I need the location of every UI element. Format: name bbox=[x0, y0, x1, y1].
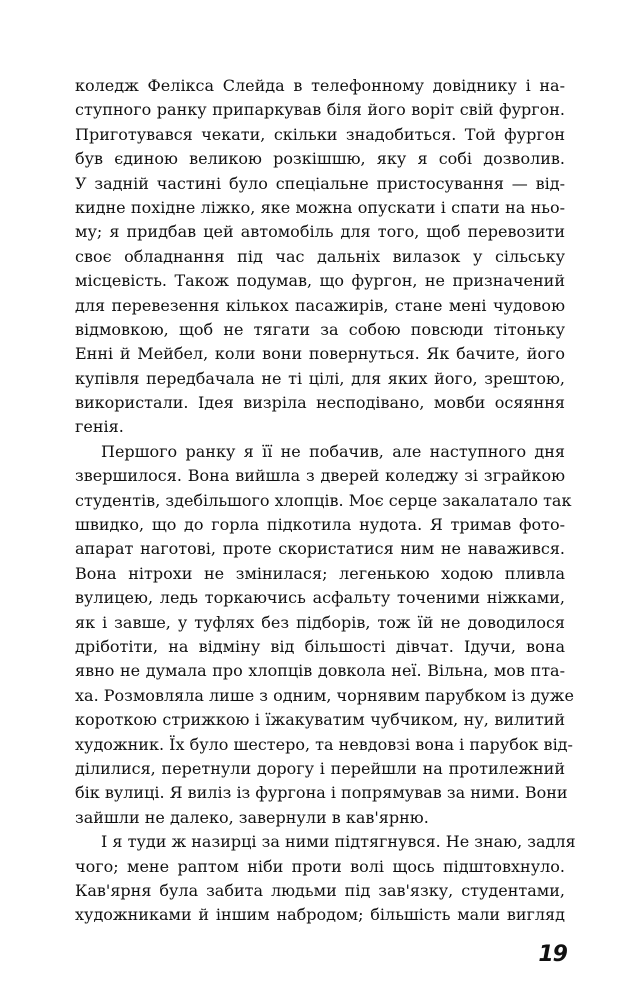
text-line: купівля передбачала не ті цілі, для яких його, зрештою, bbox=[75, 368, 565, 388]
page-text bbox=[75, 74, 576, 928]
text-line: зайшли не далеко, завернули в кав'ярню. bbox=[75, 807, 429, 827]
text-line: звершилося. Вона вийшла з дверей коледжу зі зграйкою bbox=[75, 466, 565, 486]
text-line: художниками й іншим набродом; більшість мали вигляд bbox=[75, 905, 565, 925]
text-line: художник. Їх було шестеро, та невдовзі вона і парубок від- bbox=[75, 734, 573, 754]
text-line: Приготувався чекати, скільки знадобиться. Той фургон bbox=[75, 124, 565, 144]
text-line: ділилися, перетнули дорогу і перейшли на протилежний bbox=[75, 758, 565, 778]
text-line: кидне похідне ліжко, яке можна опускати і спати на ньо- bbox=[75, 197, 565, 217]
text-line: як і завше, у туфлях без підборів, тож їй не доводилося bbox=[75, 612, 565, 632]
text-line: був єдиною великою розкішшю, яку я собі дозволив. bbox=[75, 149, 565, 169]
text-line: бік вулиці. Я виліз із фургона і попрямував за ними. Вони bbox=[75, 783, 568, 803]
text-line: своє обладнання під час дальніх вилазок у сільську bbox=[75, 246, 565, 266]
text-line: дріботіти, на відміну від більшості дівчат. Ідучи, вона bbox=[75, 636, 565, 656]
text-line: генія. bbox=[75, 417, 124, 437]
text-line: Вона нітрохи не змінилася; легенькою ходою пливла bbox=[75, 563, 565, 583]
text-line: І я туди ж назирці за ними підтягнувся. Не знаю, задля bbox=[101, 832, 576, 852]
text-line: місцевість. Також подумав, що фургон, не призначений bbox=[75, 271, 565, 291]
text-line: явно не думала про хлопців довкола неї. Вільна, мов пта- bbox=[75, 661, 565, 681]
text-line: Першого ранку я її не побачив, але наступного дня bbox=[101, 441, 565, 461]
page-number: 19 bbox=[538, 942, 567, 967]
text-line: швидко, що до горла підкотила нудота. Я тримав фото- bbox=[75, 515, 565, 535]
text-line: апарат наготові, проте скористатися ним не наважився. bbox=[75, 539, 565, 559]
text-line: відмовкою, щоб не тягати за собою повсюди тітоньку bbox=[75, 319, 565, 339]
text-line: чого; мене раптом ніби проти волі щось підштовхнуло. bbox=[75, 856, 565, 876]
text-line: короткою стрижкою і їжакуватим чубчиком, ну, вилитий bbox=[75, 710, 565, 730]
text-line: для перевезення кількох пасажирів, стане мені чудовою bbox=[75, 295, 565, 315]
text-line: студентів, здебільшого хлопців. Моє серце закалатало так bbox=[75, 490, 572, 510]
text-line: коледж Фелікса Слейда в телефонному довіднику і на- bbox=[75, 76, 565, 95]
text-line: му; я придбав цей автомобіль для того, щоб перевозити bbox=[75, 222, 565, 242]
paragraph-3 bbox=[75, 830, 576, 928]
text-line: використали. Ідея визріла несподівано, мовби осяяння bbox=[75, 393, 565, 413]
text-line: Кав'ярня була забита людьми під зав'язку, студентами, bbox=[75, 880, 565, 900]
paragraph-2 bbox=[75, 440, 574, 830]
text-line: вулицею, ледь торкаючись асфальту точеними ніжками, bbox=[75, 588, 565, 608]
text-line: Енні й Мейбел, коли вони повернуться. Як бачите, його bbox=[75, 344, 565, 364]
text-line: ступного ранку припаркував біля його воріт свій фургон. bbox=[75, 100, 565, 120]
paragraph-1 bbox=[75, 74, 565, 440]
text-line: У задній частині було спеціальне пристосування — від- bbox=[75, 173, 565, 193]
text-line: ха. Розмовляла лише з одним, чорнявим парубком із дуже bbox=[75, 685, 574, 705]
